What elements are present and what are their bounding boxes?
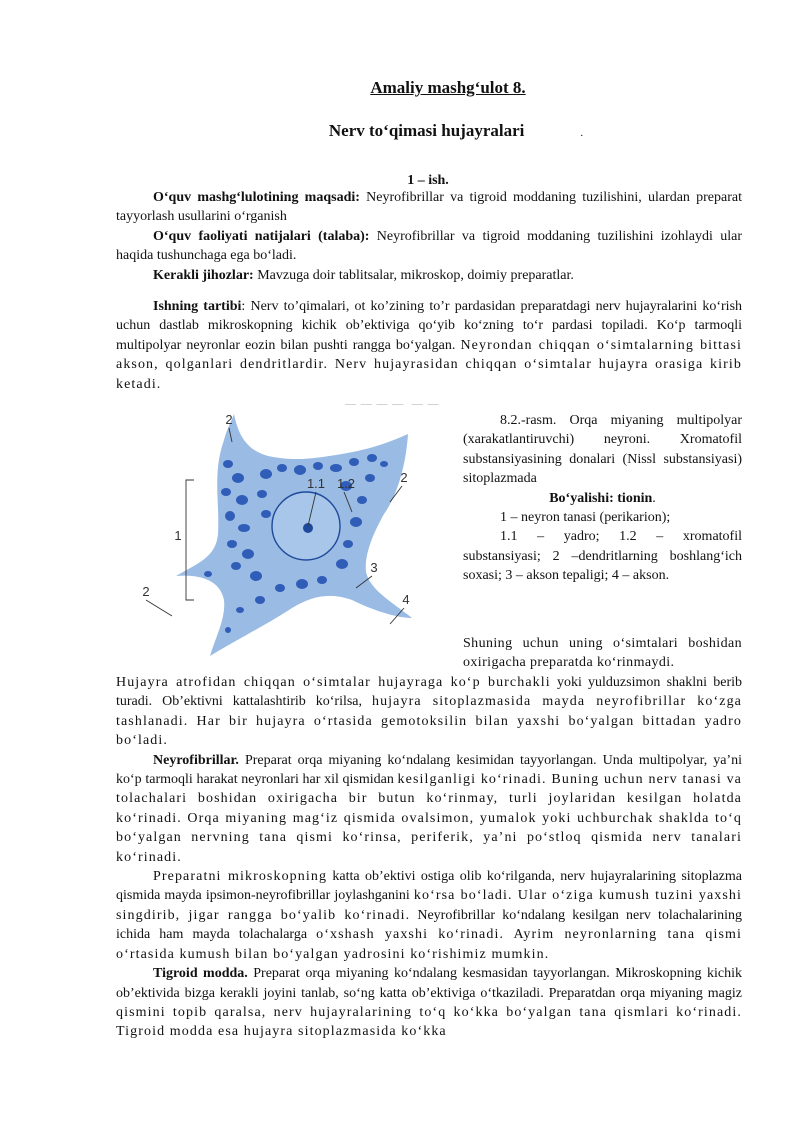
label-4: 4 xyxy=(402,592,410,607)
label-3: 3 xyxy=(370,560,378,575)
decorative-dashes: — — — — — — xyxy=(345,398,440,410)
objectives-block xyxy=(116,188,742,285)
result-paragraph: O‘quv faoliyati natijalari (talaba): Neyrofibrillar va tigroid moddaning tuzilishini izohlaydi ular haqida tushunchaga ega bo‘ladi. xyxy=(116,228,742,264)
neuron-figure xyxy=(116,404,456,666)
equipment-paragraph: Kerakli jihozlar: Mavzuga doir tablitsalar, mikroskop, doimiy preparatlar. xyxy=(153,267,574,283)
procedure-paragraph: Ishning tartibi: Nerv to’qimalari, ot ko’zining to’r pardasidan preparatdagi nerv hujayralarini ko‘rish uchun dastlab mikroskopning kichik ob’ektiviga qo‘yib ko‘zning to‘r pardasi topiladi. Ko‘p tarmoqli multipolyar neyronlar eozin bilan pushti rangga bo‘yalgan. Neyrondan chiqqan o‘simtalarning bittasi akson, qolganlari dendritlardir. Nerv hujayrasidan chiqqan o‘simtalar hujayra orasiga kirib ketadi. xyxy=(116,299,743,392)
label-2-top: 2 xyxy=(225,412,233,427)
aim-paragraph: O‘quv mashg‘lulotining maqsadi: Neyrofibrillar va tigroid moddaning tuzilishini, ulardan preparat tayyorlash usullarini o‘rganish xyxy=(116,190,742,225)
neuron-illustration xyxy=(116,404,456,666)
right-column-text: Shuning uchun uning o‘simtalari boshidan oxirigacha preparatda ko‘rinmaydi. xyxy=(463,636,742,671)
caption-legend-2: 1.1 – yadro; 1.2 – xromatofil substansiyasi; 2 –dendritlarning boshlang‘ich soxasi; 3 – akson tepaligi; 4 – akson. xyxy=(463,529,742,584)
page-subtitle: Nerv to‘qimasi hujayralari . xyxy=(328,121,584,140)
neurofibrils-paragraph: Neyrofibrillar. Preparat orqa miyaning ko‘ndalang kesimidan tayyorlangan. Unda multipolyar, ya’ni ko‘p tarmoqli harakat neyronlari har xil qismidan kesilganligi ko‘rinadi. Buning uchun nerv tanasi va tolachalari boshidan oxirigacha bir butun ko‘rinmay, turli joylaridan kesilgan holatda ko‘rinadi. Orqa miyaning mag‘iz qismida ovalsimon, yumalok yoki uchburchak shaklda to‘q bo‘yalgan nervning tana qismi ko‘rinsa, periferik, ya’ni po‘stloq qismida nerv tanalari ko‘rinadi. xyxy=(116,752,742,865)
figure-caption xyxy=(463,411,742,586)
procedure-block xyxy=(116,297,742,394)
label-2-left: 2 xyxy=(142,584,150,599)
caption-legend-1: 1 – neyron tanasi (perikarion); xyxy=(500,510,671,526)
caption-stain: Bo‘yalishi: tionin. xyxy=(549,490,656,506)
label-1-2: 1.2 xyxy=(336,476,356,491)
caption-text: 8.2.-rasm. Orqa miyaning multipolyar (xarakatlantiruvchi) neyroni. Xromatofil substansiyasining donalari (Nissl substansiyasi) sitoplazmada xyxy=(463,413,742,487)
main-body-text xyxy=(116,673,742,1042)
page-title: Amaliy mashg‘ulot 8. xyxy=(370,78,526,97)
tigroid-paragraph: Tigroid modda. Preparat orqa miyaning ko‘ndalang kesmasidan tayyorlangan. Mikroskopning kichik ob’ektivida bizga kerakli joyini tanlab, so‘ng katta ob’ektiviga o‘tkaziladi. Preparatdan orqa miyaning magiz qismini topib qaralsa, nerv hujayralarining to‘q ko‘kka bo‘yalgan tana qismlari ko‘rinadi. Tigroid modda esa hujayra sitoplazmasida ko‘kka xyxy=(116,966,742,1040)
preparation-paragraph: Preparatni mikroskopning katta ob’ektivi ostiga olib ko‘rilganda, nerv hujayralarining sitoplazma qismida mayda ipsimon-neyrofibrillar joylashganini ko‘rsa bo‘ladi. Ular o‘ziga kumush tuzini yaxshi singdirib, jigar rangga bo‘yalib ko‘rinadi. Neyrofibrillar ko‘ndalang kesilgan nerv tolachalarining ichida ham mayda tolachalarga o‘xshash yaxshi ko‘rinadi. Ayrim neyronlarning tana qismi o‘rtasida kumush bilan bo‘yalgan yadrosini ko‘rishimiz mumkin. xyxy=(116,869,742,962)
work-number: 1 – ish. xyxy=(407,173,449,188)
continuation-paragraph: Hujayra atrofidan chiqqan o‘simtalar hujayraga ko‘p burchakli yoki yulduzsimon shaklni berib turadi. Ob’ektivni kattalashtirib ko‘rilsa, hujayra sitoplazmasida mayda neyrofibrillar ko‘zga tashlanadi. Har bir hujayra o‘rtasida gemotoksilin bilan yaxshi bo‘yalgan bittadan yadro bo‘ladi. xyxy=(116,675,742,749)
label-1-1: 1.1 xyxy=(306,476,326,491)
label-1: 1 xyxy=(174,528,182,543)
label-2-right: 2 xyxy=(400,470,408,485)
